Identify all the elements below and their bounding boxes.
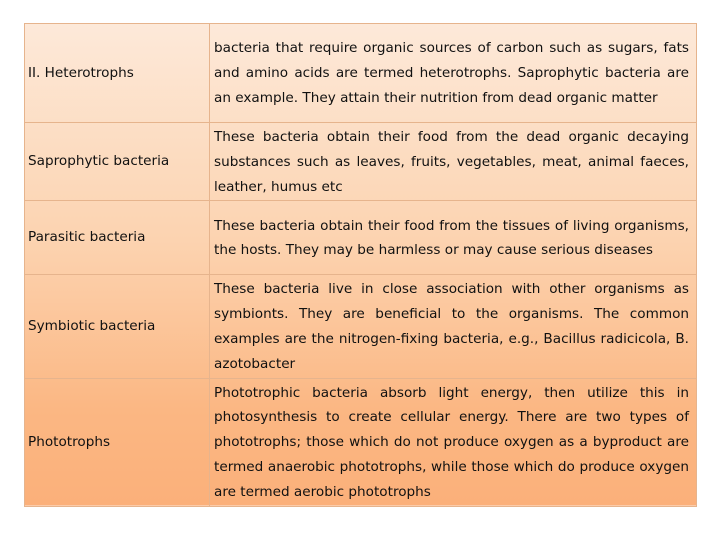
- table-row-parasitic: [25, 201, 697, 275]
- term-cell: Phototrophs: [25, 378, 210, 506]
- table-row-heterotrophs: [25, 24, 697, 123]
- term-cell: Symbiotic bacteria: [25, 275, 210, 378]
- description-cell: These bacteria live in close association with other organisms as symbionts. They are beneficial to the organisms. The common examples are the nitrogen-fixing bacteria, e.g., Bacillus radicicola, B. azotobacter: [210, 275, 697, 378]
- term-cell: II. Heterotrophs: [25, 24, 210, 123]
- description-cell: These bacteria obtain their food from the dead organic decaying substances such as leaves, fruits, vegetables, meat, animal faeces, leather, humus etc: [210, 123, 697, 201]
- description-cell: bacteria that require organic sources of carbon such as sugars, fats and amino acids are termed heterotrophs. Saprophytic bacteria are an example. They attain their nutrition from dead organic matter: [210, 24, 697, 123]
- table-row-symbiotic: [25, 275, 697, 378]
- term-cell: Parasitic bacteria: [25, 201, 210, 275]
- table-row-saprophytic: [25, 123, 697, 201]
- table-row-phototrophs: [25, 378, 697, 506]
- description-cell: These bacteria obtain their food from the tissues of living organisms, the hosts. They may be harmless or may cause serious diseases: [210, 201, 697, 275]
- description-cell: Phototrophic bacteria absorb light energy, then utilize this in photosynthesis to create cellular energy. There are two types of phototrophs; those which do not produce oxygen as a byproduct are termed anaerobic phototrophs, while those which do produce oxygen are termed aerobic phototrophs: [210, 378, 697, 506]
- bacteria-classification-table: [24, 23, 697, 507]
- term-cell: Saprophytic bacteria: [25, 123, 210, 201]
